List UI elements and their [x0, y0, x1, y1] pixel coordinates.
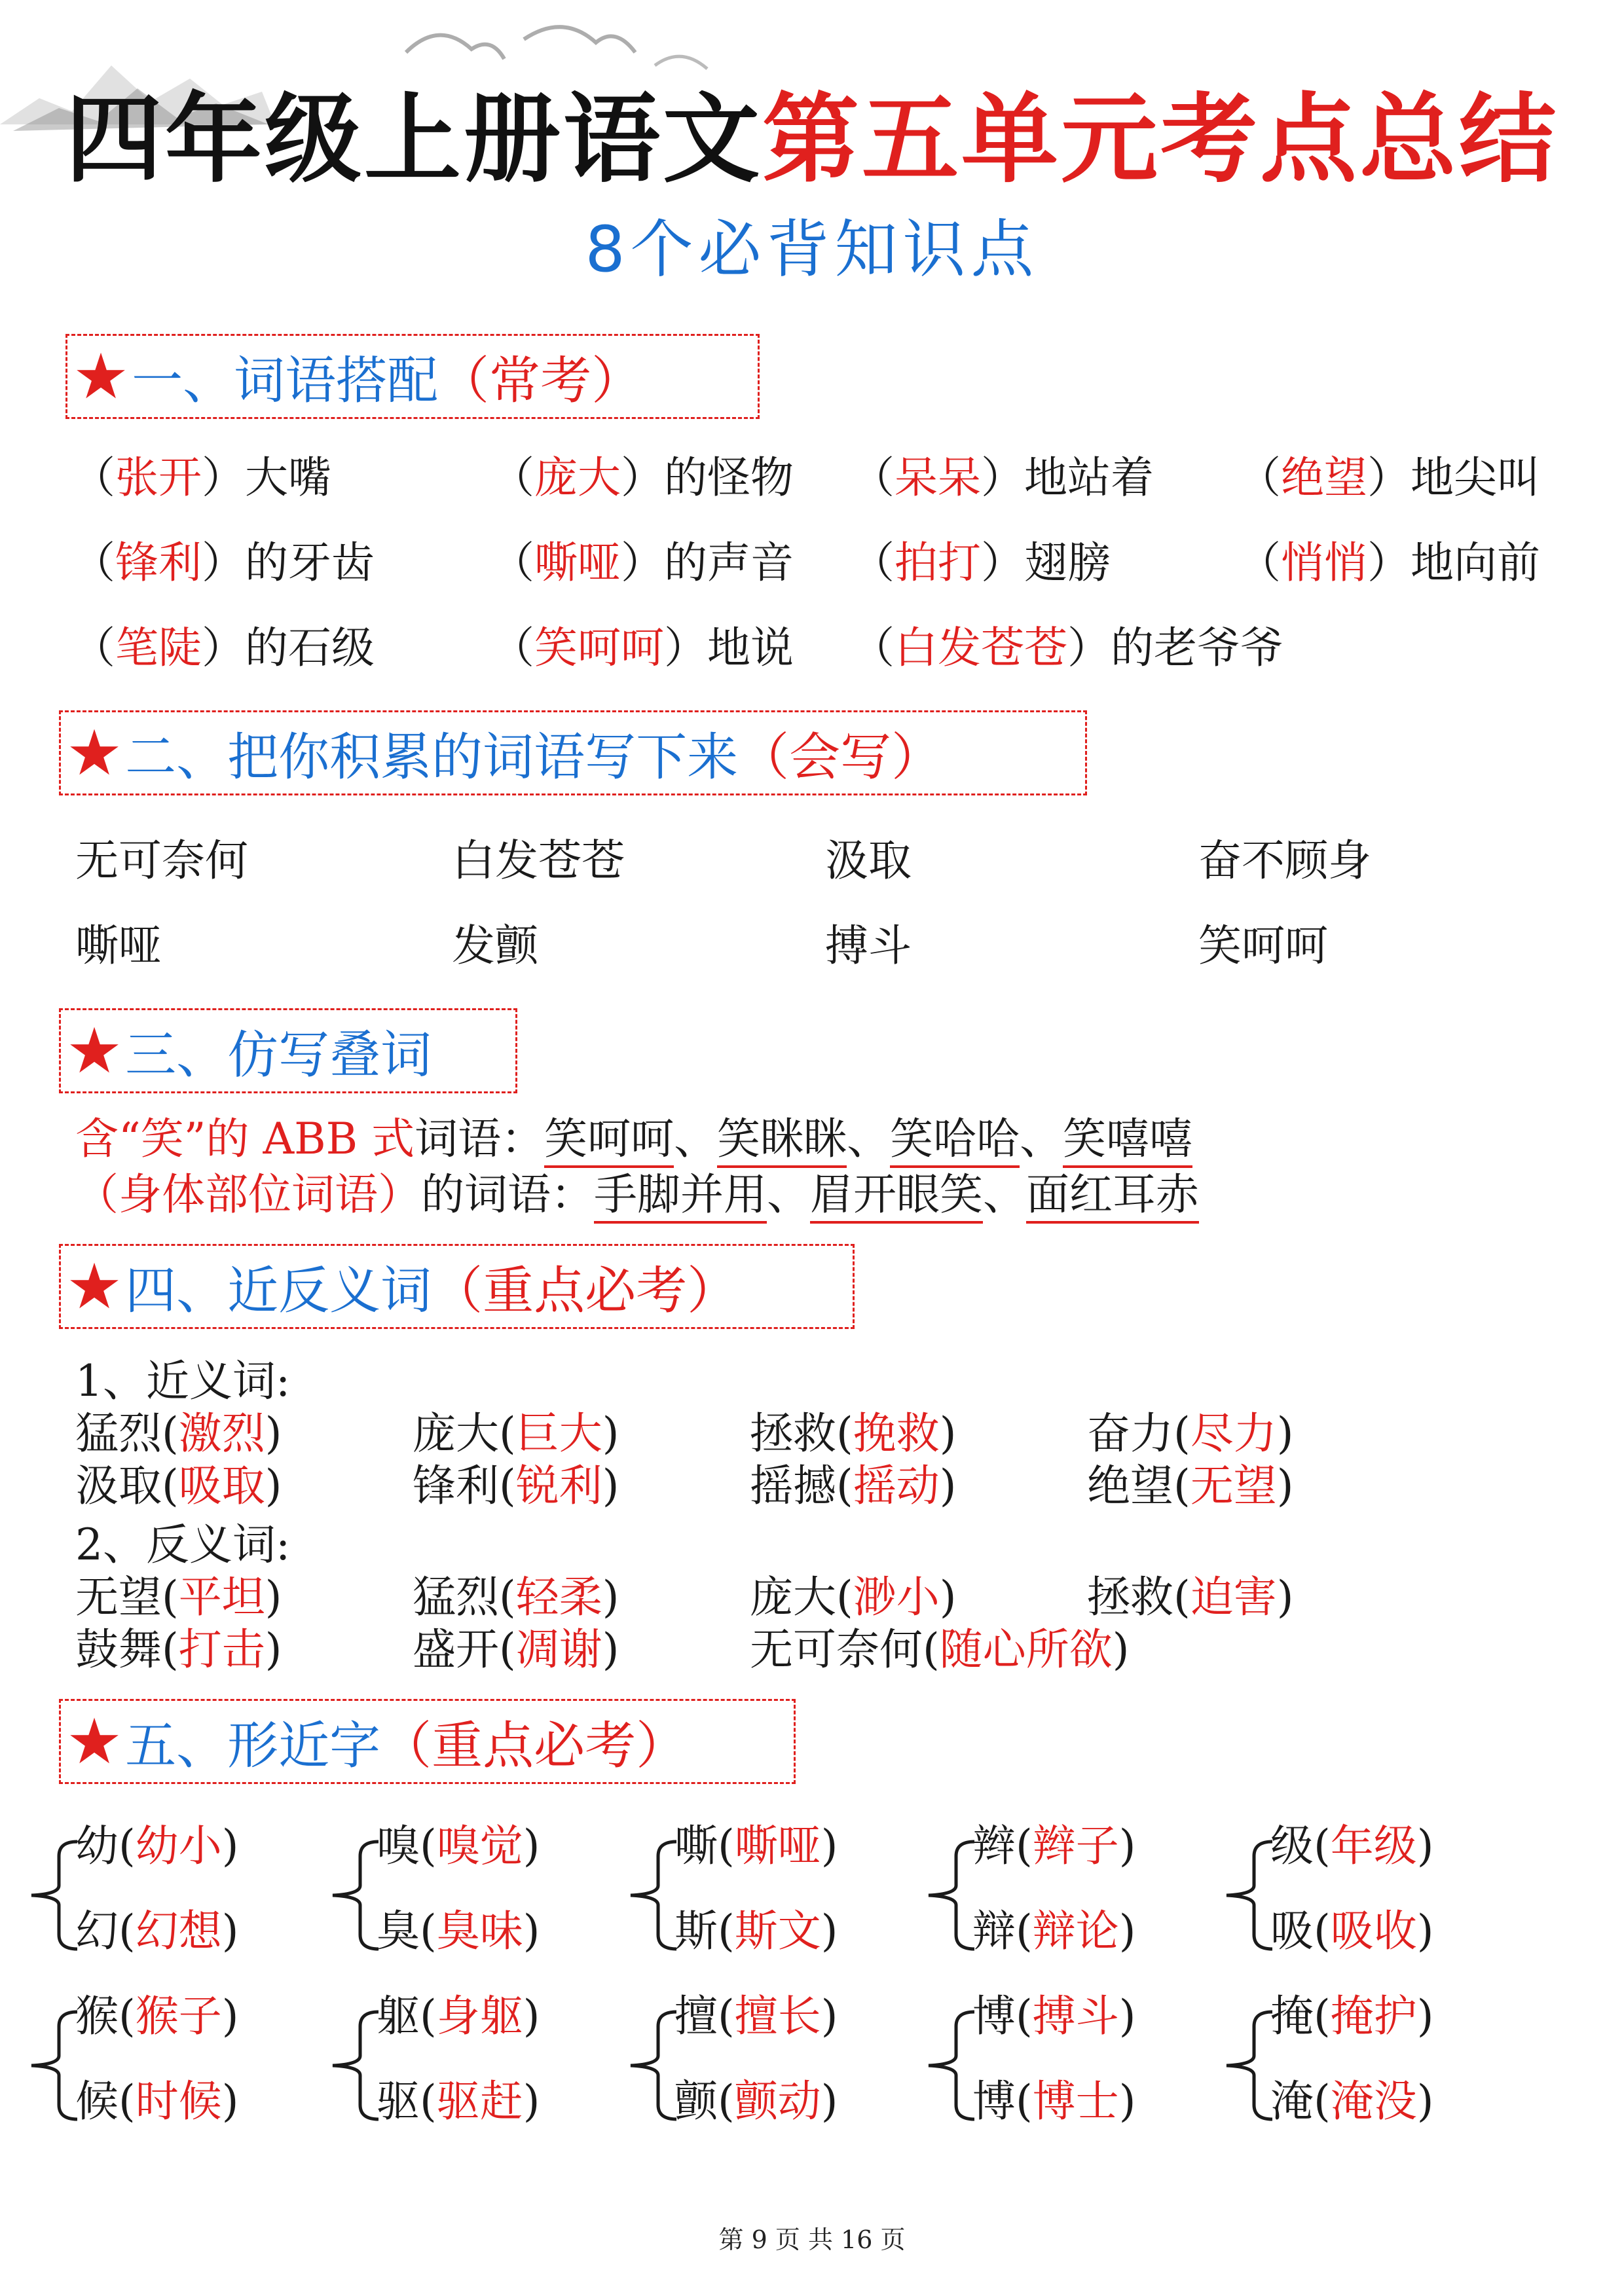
collocation-answer: 张开 [115, 452, 202, 503]
similar-char-item [674, 1905, 838, 1957]
synonym-item [413, 1460, 619, 1512]
paren: ） [981, 452, 1024, 503]
paren: ) [1118, 2076, 1136, 2126]
synonym-answer: 无望 [1190, 1461, 1277, 1511]
paren: （ [851, 538, 895, 588]
paren: （ [851, 623, 895, 673]
separator: 、 [1020, 1114, 1063, 1164]
similar-char: 斯 [674, 1906, 718, 1956]
paren: ( [162, 1408, 179, 1459]
bracket-icon [1221, 2007, 1274, 2124]
section-header-3: ★ 三、 仿写叠词 [59, 1008, 517, 1093]
title-black-part: 四年级上册语文 [65, 83, 762, 196]
collocation-item [72, 452, 331, 503]
similar-char: 躯 [377, 1991, 420, 2041]
similar-char-word: 掩护 [1330, 1991, 1417, 2041]
similar-char-word: 驱赶 [436, 2076, 523, 2126]
antonym-item [1087, 1571, 1294, 1623]
separator: 、 [674, 1114, 718, 1164]
paren: ) [221, 2076, 239, 2126]
paren: ( [1016, 2076, 1033, 2126]
similar-char: 幼 [75, 1821, 119, 1871]
similar-char-word: 年级 [1330, 1821, 1417, 1871]
star-icon: ★ [66, 716, 123, 790]
antonyms-title: 2、反义词: [75, 1520, 291, 1570]
word-item: 汲取 [825, 835, 912, 886]
paren: ( [1314, 1906, 1331, 1956]
antonym-item [750, 1624, 1130, 1675]
similar-char-item [75, 1990, 239, 2042]
similar-char-item [674, 1820, 838, 1872]
collocation-answer: 呆呆 [895, 452, 981, 503]
similar-char-word: 嘶哑 [734, 1821, 821, 1871]
paren: ( [162, 1461, 179, 1511]
similar-char: 博 [972, 1991, 1016, 2041]
paren: ( [162, 1572, 179, 1622]
antonym-word: 无望 [75, 1572, 162, 1622]
synonym-answer: 挽救 [853, 1408, 940, 1459]
collocation-text: 翅膀 [1024, 538, 1111, 588]
antonym-item [750, 1571, 957, 1623]
collocation-text: 地尖叫 [1411, 452, 1540, 503]
similar-char: 颤 [674, 2076, 718, 2126]
paren: ( [499, 1408, 516, 1459]
similar-char-item [377, 1820, 540, 1872]
paren: ） [664, 623, 707, 673]
collocation-item [1238, 537, 1540, 589]
paren: ( [923, 1624, 940, 1675]
collocation-item [851, 537, 1111, 589]
bracket-icon [625, 1836, 678, 1954]
collocation-answer: 绝望 [1281, 452, 1367, 503]
similar-char-item [377, 1990, 540, 2042]
page-subtitle: 8个必背知识点 [585, 213, 1039, 286]
paren: （ [491, 623, 534, 673]
paren: （ [72, 452, 115, 503]
similar-char: 级 [1270, 1821, 1314, 1871]
synonyms-title: 1、近义词: [75, 1356, 291, 1406]
paren: ( [420, 1821, 437, 1871]
collocation-item [491, 452, 794, 503]
paren: （ [72, 623, 115, 673]
paren: ） [202, 452, 245, 503]
bracket-icon [26, 2007, 79, 2124]
collocation-text: 大嘴 [245, 452, 331, 503]
synonym-item [75, 1408, 282, 1459]
paren: ) [221, 1821, 239, 1871]
paren: ( [1173, 1408, 1190, 1459]
synonym-answer: 吸取 [178, 1461, 265, 1511]
paren: ） [621, 452, 664, 503]
antonym-word: 盛开 [413, 1624, 499, 1675]
similar-char: 嗅 [377, 1821, 420, 1871]
synonym-item [75, 1460, 282, 1512]
paren: （ [1238, 452, 1281, 503]
separator: 、 [767, 1169, 810, 1220]
collocation-text: 地站着 [1024, 452, 1154, 503]
antonym-word: 无可奈何 [750, 1624, 923, 1675]
paren: ) [1112, 1624, 1130, 1675]
paren: ) [265, 1572, 282, 1622]
paren: ) [1276, 1408, 1294, 1459]
separator: 、 [983, 1169, 1026, 1220]
synonym-word: 拯救 [750, 1408, 836, 1459]
paren: ) [221, 1906, 239, 1956]
synonym-answer: 锐利 [515, 1461, 602, 1511]
paren: ( [1314, 1991, 1331, 2041]
similar-char: 臭 [377, 1906, 420, 1956]
collocation-item [851, 452, 1154, 503]
similar-char-word: 淹没 [1330, 2076, 1417, 2126]
synonym-item [750, 1460, 957, 1512]
collocation-item [491, 537, 794, 589]
similar-char-word: 身躯 [436, 1991, 523, 2041]
similar-char-item [972, 2075, 1136, 2127]
antonym-item [413, 1571, 619, 1623]
paren: ( [119, 1991, 136, 2041]
collocation-text: 的怪物 [664, 452, 794, 503]
word-item: 无可奈何 [75, 835, 248, 886]
antonym-word: 猛烈 [413, 1572, 499, 1622]
collocation-text: 的声音 [664, 538, 794, 588]
antonym-answer: 迫害 [1190, 1572, 1277, 1622]
antonym-answer: 平坦 [178, 1572, 265, 1622]
antonym-answer: 轻柔 [515, 1572, 602, 1622]
paren: ( [499, 1572, 516, 1622]
paren: ) [602, 1624, 619, 1675]
paren: （ [491, 452, 534, 503]
similar-char: 驱 [377, 2076, 420, 2126]
paren: ） [1067, 623, 1111, 673]
similar-char-item [972, 1905, 1136, 1957]
paren: ( [420, 1906, 437, 1956]
paren: （ [851, 452, 895, 503]
paren: ) [523, 1906, 540, 1956]
collocation-answer: 笔陡 [115, 623, 202, 673]
similar-char-item [674, 2075, 838, 2127]
paren: ) [602, 1408, 619, 1459]
similar-char-item [1270, 1990, 1434, 2042]
antonym-answer: 随心所欲 [939, 1624, 1113, 1675]
similar-char-word: 臭味 [436, 1906, 523, 1956]
star-icon: ★ [66, 1014, 123, 1087]
paren: ( [836, 1408, 853, 1459]
paren: ( [1314, 1821, 1331, 1871]
paren: （ [1238, 538, 1281, 588]
paren: ） [202, 623, 245, 673]
paren: ) [221, 1991, 239, 2041]
collocation-item [72, 537, 375, 589]
underlined-word: 笑哈哈 [890, 1114, 1020, 1168]
similar-char: 辩 [972, 1906, 1016, 1956]
paren: ) [1416, 1906, 1434, 1956]
collocation-answer: 嘶哑 [534, 538, 621, 588]
similar-char: 吸 [1270, 1906, 1314, 1956]
similar-char: 候 [75, 2076, 119, 2126]
similar-char-item [1270, 2075, 1434, 2127]
section-header-1: ★ 一、 词语搭配 （常考） [65, 334, 760, 419]
paren: ） [981, 538, 1024, 588]
similar-char-item [1270, 1820, 1434, 1872]
similar-char-word: 时候 [135, 2076, 222, 2126]
word-item: 搏斗 [825, 920, 912, 971]
similar-char-item [674, 1990, 838, 2042]
paren: ） [621, 538, 664, 588]
paren: ( [1016, 1821, 1033, 1871]
underlined-word: 面红耳赤 [1026, 1169, 1199, 1224]
paren: ) [821, 1991, 838, 2041]
similar-char: 嘶 [674, 1821, 718, 1871]
collocation-answer: 笑呵呵 [534, 623, 664, 673]
bracket-icon [1221, 1836, 1274, 1954]
abb-words [544, 1114, 1192, 1168]
paren: ( [119, 1906, 136, 1956]
bracket-icon [327, 2007, 380, 2124]
synonym-word: 汲取 [75, 1461, 162, 1511]
bracket-icon [923, 2007, 976, 2124]
paren: ( [1173, 1572, 1190, 1622]
synonym-item [413, 1408, 619, 1459]
synonym-answer: 巨大 [515, 1408, 602, 1459]
antonym-answer: 凋谢 [515, 1624, 602, 1675]
similar-char-item [377, 2075, 540, 2127]
star-icon: ★ [66, 1705, 123, 1778]
similar-char-item [75, 2075, 239, 2127]
paren: ) [939, 1408, 957, 1459]
paren: ( [499, 1624, 516, 1675]
similar-char: 辫 [972, 1821, 1016, 1871]
similar-char-item [972, 1990, 1136, 2042]
section-header-5: ★ 五、 形近字 （重点必考） [59, 1699, 796, 1784]
section-header-4: ★ 四、 近反义词 （重点必考） [59, 1244, 855, 1329]
similar-char-word: 猴子 [135, 1991, 222, 2041]
similar-char: 擅 [674, 1991, 718, 2041]
similar-char-word: 搏斗 [1032, 1991, 1119, 2041]
similar-char-word: 擅长 [734, 1991, 821, 2041]
body-part-words [594, 1169, 1199, 1224]
collocation-item [1238, 452, 1540, 503]
paren: ) [265, 1408, 282, 1459]
paren: ( [119, 1821, 136, 1871]
collocation-answer: 锋利 [115, 538, 202, 588]
similar-char-word: 辫子 [1032, 1821, 1119, 1871]
paren: ( [836, 1572, 853, 1622]
paren: ) [939, 1572, 957, 1622]
paren: ) [1416, 1821, 1434, 1871]
collocation-item [491, 622, 794, 674]
synonym-word: 绝望 [1087, 1461, 1173, 1511]
paren: ( [420, 2076, 437, 2126]
bracket-icon [327, 1836, 380, 1954]
collocation-text: 的牙齿 [245, 538, 375, 588]
antonym-word: 鼓舞 [75, 1624, 162, 1675]
paren: ( [718, 1821, 735, 1871]
underlined-word: 笑呵呵 [544, 1114, 674, 1168]
paren: ) [1118, 1821, 1136, 1871]
paren: ) [821, 1821, 838, 1871]
section-header-2: ★ 二、 把你积累的词语写下来 （会写） [59, 710, 1087, 795]
paren: ( [718, 1991, 735, 2041]
word-item: 发颤 [452, 920, 538, 971]
collocation-text: 的老爷爷 [1111, 623, 1283, 673]
paren: ) [523, 2076, 540, 2126]
synonym-answer: 尽力 [1190, 1408, 1277, 1459]
paren: ( [718, 1906, 735, 1956]
word-item: 奋不顾身 [1198, 835, 1371, 886]
similar-char: 博 [972, 2076, 1016, 2126]
paren: （ [72, 538, 115, 588]
paren: ( [718, 2076, 735, 2126]
collocation-answer: 拍打 [895, 538, 981, 588]
collocation-answer: 庞大 [534, 452, 621, 503]
paren: ( [119, 2076, 136, 2126]
synonym-item [1087, 1408, 1294, 1459]
paren: ( [1016, 1991, 1033, 2041]
paren: （ [491, 538, 534, 588]
word-item: 笑呵呵 [1198, 920, 1328, 971]
page-title [0, 62, 1624, 201]
body-part-words-line: （身体部位词语）的词语：手脚并用、眉开眼笑、面红耳赤 [75, 1169, 1199, 1220]
similar-char: 淹 [1270, 2076, 1314, 2126]
paren: ) [821, 1906, 838, 1956]
synonym-word: 奋力 [1087, 1408, 1173, 1459]
similar-char-word: 幼小 [135, 1821, 222, 1871]
similar-char-word: 博士 [1032, 2076, 1119, 2126]
underlined-word: 眉开眼笑 [810, 1169, 983, 1224]
similar-char-word: 颤动 [734, 2076, 821, 2126]
synonym-word: 猛烈 [75, 1408, 162, 1459]
paren: ( [1173, 1461, 1190, 1511]
paren: ) [523, 1991, 540, 2041]
similar-char: 掩 [1270, 1991, 1314, 2041]
bracket-icon [923, 1836, 976, 1954]
synonym-item [1087, 1460, 1294, 1512]
word-item: 嘶哑 [75, 920, 162, 971]
paren: ) [265, 1461, 282, 1511]
paren: ( [162, 1624, 179, 1675]
paren: ( [1016, 1906, 1033, 1956]
page-footer: 第 9 页 共 16 页 [718, 2225, 906, 2254]
similar-char-word: 辩论 [1032, 1906, 1119, 1956]
collocation-answer: 悄悄 [1281, 538, 1367, 588]
paren: ) [1276, 1572, 1294, 1622]
synonym-answer: 激烈 [178, 1408, 265, 1459]
similar-char-item [75, 1820, 239, 1872]
bracket-icon [26, 1836, 79, 1954]
antonym-word: 拯救 [1087, 1572, 1173, 1622]
synonym-item [750, 1408, 957, 1459]
antonym-item [75, 1571, 282, 1623]
star-icon: ★ [73, 340, 130, 413]
paren: ) [1416, 1991, 1434, 2041]
paren: ( [499, 1461, 516, 1511]
similar-char-item [972, 1820, 1136, 1872]
similar-char-word: 吸收 [1330, 1906, 1417, 1956]
similar-char-item [1270, 1905, 1434, 1957]
antonym-answer: 打击 [178, 1624, 265, 1675]
similar-char: 幻 [75, 1906, 119, 1956]
paren: ) [265, 1624, 282, 1675]
paren: ) [821, 2076, 838, 2126]
paren: ( [836, 1461, 853, 1511]
similar-char: 猴 [75, 1991, 119, 2041]
similar-char-word: 嗅觉 [436, 1821, 523, 1871]
synonym-answer: 摇动 [853, 1461, 940, 1511]
collocation-item [851, 622, 1283, 674]
paren: ） [1367, 538, 1411, 588]
paren: ) [939, 1461, 957, 1511]
similar-char-item [377, 1905, 540, 1957]
antonym-answer: 渺小 [853, 1572, 940, 1622]
collocation-text: 地向前 [1411, 538, 1540, 588]
paren: ) [1118, 1906, 1136, 1956]
collocation-answer: 白发苍苍 [895, 623, 1067, 673]
similar-char-word: 幻想 [135, 1906, 222, 1956]
separator: 、 [847, 1114, 891, 1164]
paren: ) [1276, 1461, 1294, 1511]
star-icon: ★ [66, 1250, 123, 1323]
paren: ) [602, 1572, 619, 1622]
paren: ) [1118, 1991, 1136, 2041]
paren: ） [202, 538, 245, 588]
paren: ） [1367, 452, 1411, 503]
underlined-word: 笑嘻嘻 [1063, 1114, 1192, 1168]
synonym-word: 锋利 [413, 1461, 499, 1511]
paren: ) [1416, 2076, 1434, 2126]
title-red-part: 第五单元考点总结 [762, 83, 1559, 196]
paren: ( [1314, 2076, 1331, 2126]
antonym-item [413, 1624, 619, 1675]
paren: ) [523, 1821, 540, 1871]
synonym-word: 摇撼 [750, 1461, 836, 1511]
word-item: 白发苍苍 [452, 835, 625, 886]
antonym-item [75, 1624, 282, 1675]
underlined-word: 手脚并用 [594, 1169, 767, 1224]
abb-words-line: 含“笑”的 ABB 式词语：笑呵呵、笑眯眯、笑哈哈、笑嘻嘻 [75, 1113, 1192, 1165]
collocation-text: 的石级 [245, 623, 375, 673]
similar-char-word: 斯文 [734, 1906, 821, 1956]
antonym-word: 庞大 [750, 1572, 836, 1622]
collocation-text: 地说 [707, 623, 794, 673]
collocation-item [72, 622, 375, 674]
bracket-icon [625, 2007, 678, 2124]
paren: ( [420, 1991, 437, 2041]
underlined-word: 笑眯眯 [717, 1114, 847, 1168]
synonym-word: 庞大 [413, 1408, 499, 1459]
similar-char-item [75, 1905, 239, 1957]
paren: ) [602, 1461, 619, 1511]
